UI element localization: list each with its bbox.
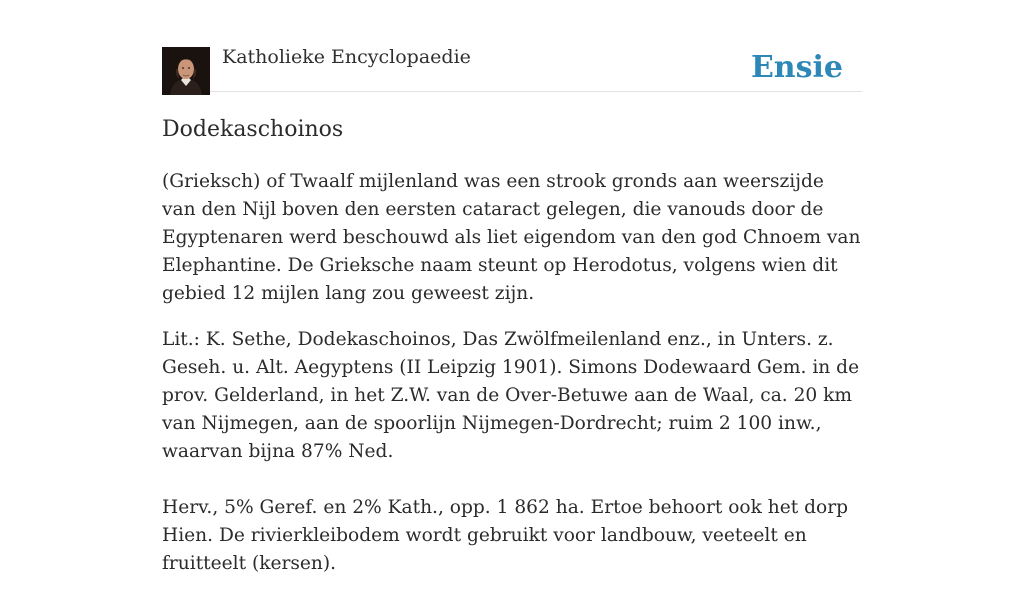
page-title: Dodekaschoinos — [162, 117, 344, 142]
source-name[interactable]: Katholieke Encyclopaedie — [222, 46, 471, 68]
ensie-logo-link[interactable]: Ensie — [750, 50, 843, 85]
header — [162, 44, 862, 92]
portrait-avatar-icon — [162, 47, 210, 95]
article-paragraph: Herv., 5% Geref. en 2% Kath., opp. 1 862 ha. Ertoe behoort ook het dorp Hien. De rivierkleibodem wordt gebruikt voor landbouw, veeteelt en fruitteelt (kersen). — [162, 497, 849, 574]
article-paragraph: Lit.: K. Sethe, Dodekaschoinos, Das Zwölfmeilenland enz., in Unters. z. Geseh. u. Alt. Aegyptens (II Leipzig 1901). Simons Dodewaard Gem. in de prov. Gelderland, in het Z.W. van de Over-Betuwe aan de Waal, ca. 20 km van Nijmegen, aan de spoorlijn Nijmegen-Dordrecht; ruim 2 100 inw., waarvan bijna 87% Ned. — [162, 329, 860, 462]
article-body — [162, 168, 862, 596]
article-paragraph: (Grieksch) of Twaalf mijlenland was een strook gronds aan weerszijde van den Nijl boven den eersten cataract gelegen, die vanouds door de Egyptenaren werd beschouwd als liet eigendom van den god Chnoem van Elephantine. De Grieksche naam steunt op Herodotus, volgens wien dit gebied 12 mijlen lang zou geweest zijn. — [162, 171, 861, 304]
